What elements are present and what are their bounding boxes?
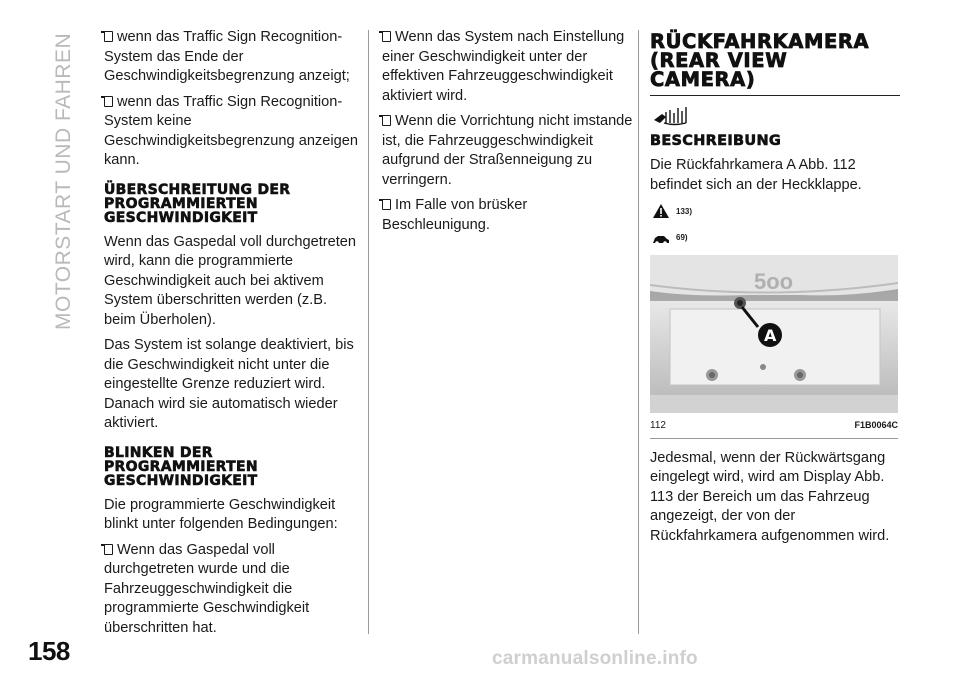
bullet-icon — [104, 96, 113, 107]
paragraph: Das System ist solange deaktiviert, bis die Geschwindigkeit nicht unter die eingestellte Grenze reduziert wird. Danach wird sie automatisch wieder aktiviert. — [104, 337, 354, 431]
warning-icon — [652, 203, 670, 219]
column-divider — [368, 30, 369, 634]
page-title: RÜCKFAHRKAMERA (REAR VIEW CAMERA) — [650, 30, 870, 91]
watermark: carmanualsonline.info — [492, 648, 698, 669]
paragraph: Wenn das Gaspedal voll durchgetreten wird, kann die programmierte Geschwindigkeit auch bei aktivem System überschritten werden (z.B. beim Überholen). — [104, 233, 357, 328]
section-heading: BLINKEN DER PROGRAMMIERTEN GESCHWINDIGKEIT — [104, 444, 258, 489]
manual-book-icon — [652, 104, 900, 128]
column-2 — [382, 28, 634, 241]
column-1 — [104, 28, 360, 644]
note-reference: 69) — [652, 227, 900, 247]
page-number: 158 — [28, 636, 70, 666]
figure-label: A — [764, 326, 777, 346]
bullet-icon — [104, 31, 113, 42]
figure-code: F1B0064C — [854, 420, 898, 431]
section-heading: ÜBERSCHREITUNG DER PROGRAMMIERTEN GESCHWINDIGKEIT — [104, 181, 291, 226]
bullet-icon — [382, 115, 391, 126]
list-item: Wenn die Vorrichtung nicht imstande ist, die Fahrzeuggeschwindigkeit aufgrund der Straßenneigung zu verringern. — [382, 113, 633, 188]
list-item: Im Falle von brüsker Beschleunigung. — [382, 197, 528, 233]
section-heading: BESCHREIBUNG — [650, 133, 782, 150]
figure-caption — [650, 416, 898, 439]
figure-number: 112 — [650, 420, 666, 432]
svg-text:5oo: 5oo — [754, 269, 794, 295]
list-item: wenn das Traffic Sign Recognition-System das Ende der Geschwindigkeitsbegrenzung anzeigt; — [104, 29, 350, 84]
list-item: wenn das Traffic Sign Recognition-System keine Geschwindigkeitsbegrenzung anzeigen kann. — [104, 93, 358, 168]
column-divider — [638, 30, 639, 634]
bullet-icon — [104, 544, 113, 555]
list-item: Wenn das Gaspedal voll durchgetreten wurde und die Fahrzeuggeschwindigkeit die programmierte Geschwindigkeit überschritten hat. — [104, 541, 310, 636]
paragraph: Jedesmal, wenn der Rückwärtsgang eingelegt wird, wird am Display Abb. 113 der Bereich um das Fahrzeug angezeigt, der von der Rückfahrkamera aufgenommen wird. — [650, 449, 890, 544]
column-3 — [650, 32, 900, 552]
paragraph: Die Rückfahrkamera A Abb. 112 befindet sich an der Heckklappe. — [650, 157, 862, 193]
paragraph: Die programmierte Geschwindigkeit blinkt unter folgenden Bedingungen: — [104, 496, 338, 532]
rear-camera-figure — [650, 255, 898, 413]
title-rule — [650, 95, 900, 96]
car-note-icon — [652, 229, 670, 245]
warning-reference: 133) — [652, 201, 900, 221]
section-side-title: MOTORSTART UND FAHREN — [52, 32, 75, 330]
bullet-icon — [382, 199, 391, 210]
list-item: Wenn das System nach Einstellung einer Geschwindigkeit unter der effektiven Fahrzeuggeschwindigkeit aktiviert wird. — [382, 29, 625, 104]
bullet-icon — [382, 31, 391, 42]
